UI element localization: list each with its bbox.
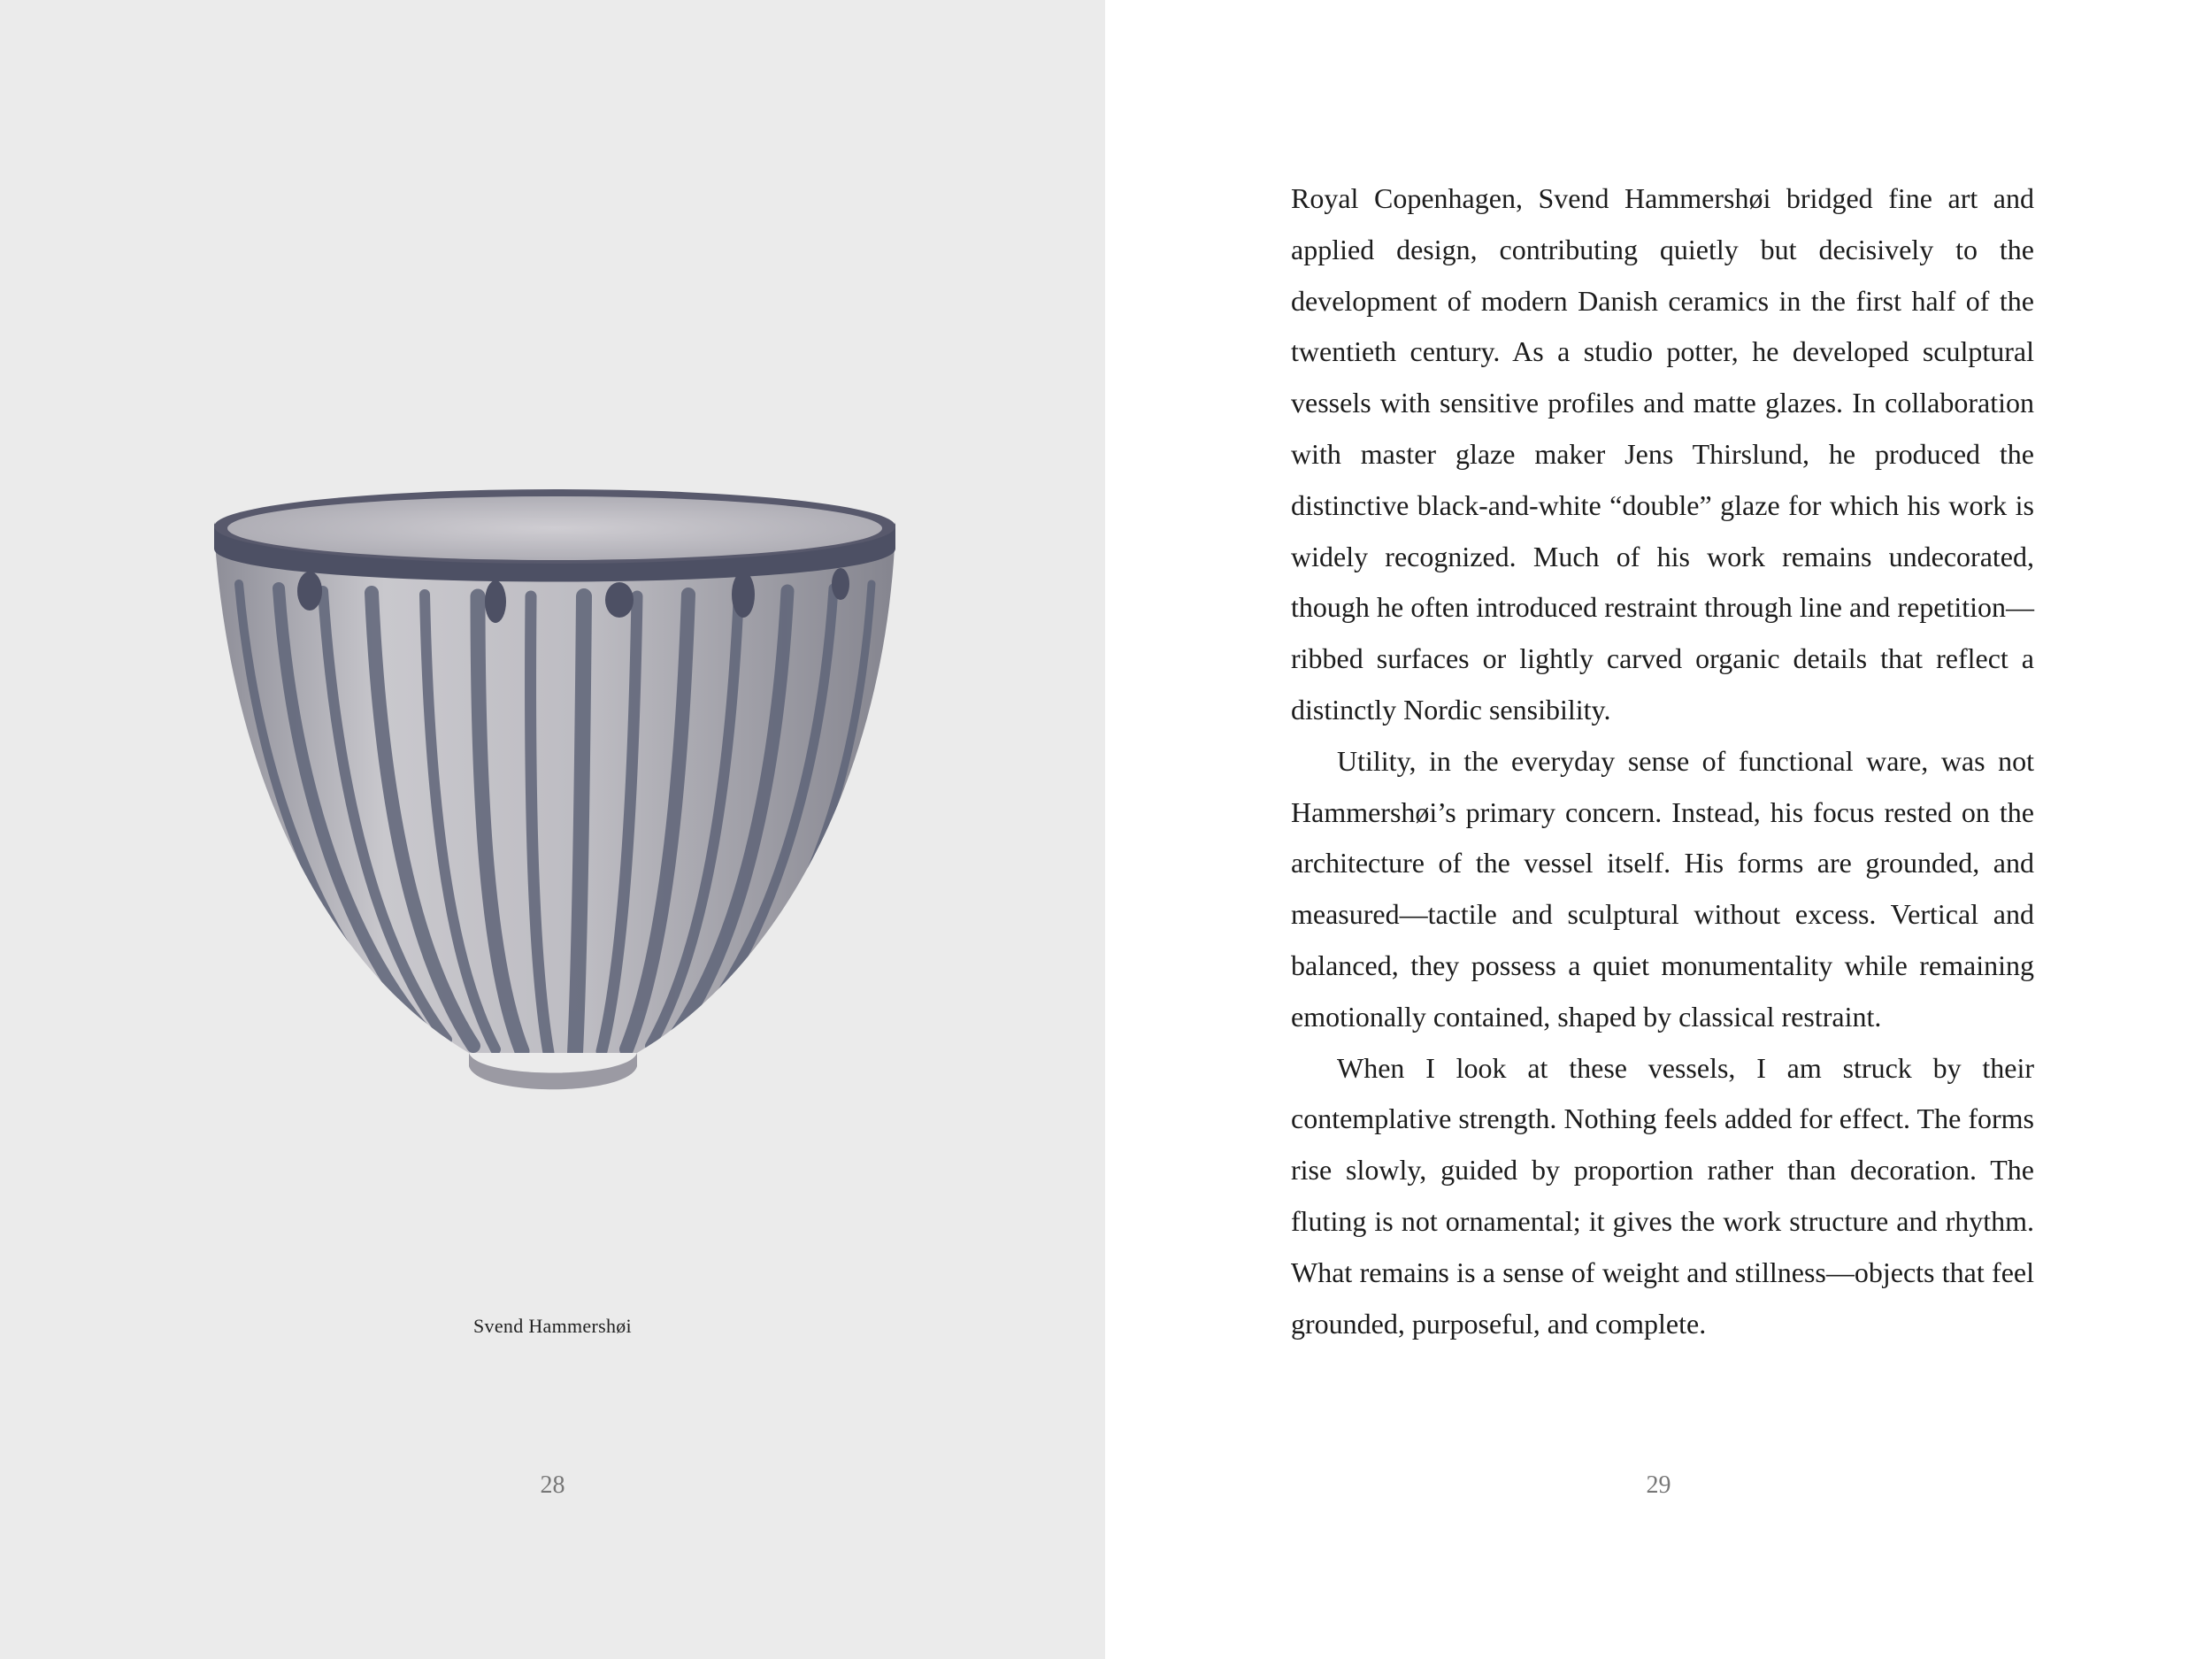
paragraph-1: Royal Copenhagen, Svend Hammershøi bridged fine art and applied design, contributing quietly but decisively to the development of modern Danish ceramics in the first half of the twentieth century. As a studio potter, he developed sculptural vessels with sensitive profiles and matte glazes. In collaboration with master glaze maker Jens Thirslund, he produced the distinctive black-and-white “double” glaze for which his work is widely recognized. Much of his work remains undecorated, though he often introduced restraint through line and repetition—ribbed surfaces or lightly carved organic details that reflect a distinctly Nordic sensibility.	[1291, 182, 2034, 726]
figure-caption: Svend Hammershøi	[473, 1315, 632, 1337]
paragraph-3: When I look at these vessels, I am struck by their contemplative strength. Nothing feels added for effect. The forms rise slowly, guided by proportion rather than decoration. The fluting is not ornamental; it gives the work structure and rhythm. What remains is a sense of weight and stillness—objects that feel grounded, purposeful, and complete.	[1291, 1051, 2034, 1340]
paragraph-2: Utility, in the everyday sense of functional ware, was not Hammershøi’s primary concern. Instead, his focus rested on the architecture of the vessel itself. His forms are grounded, and measured—tactile and sculptural without excess. Vertical and balanced, they possess a quiet monumentality while remaining emotionally contained, shaped by classical restraint.	[1291, 744, 2034, 1033]
right-page	[1105, 0, 2212, 1659]
page-number-left: 28	[540, 1471, 565, 1499]
bowl-image	[204, 487, 911, 1106]
left-page	[0, 0, 1105, 1659]
page-number-right: 29	[1646, 1471, 1671, 1499]
bowl-foot	[469, 1053, 637, 1089]
body-text	[1291, 173, 2034, 1349]
